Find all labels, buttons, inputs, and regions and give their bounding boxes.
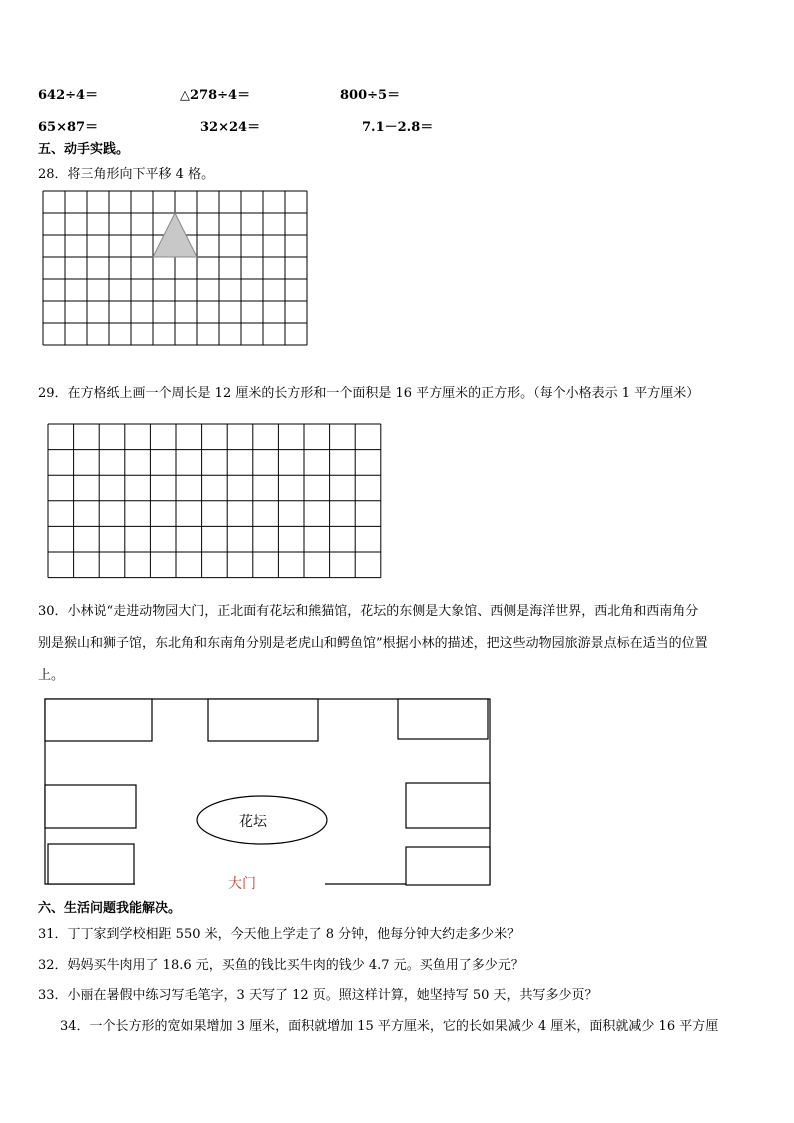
- question-33: 33．小丽在暑假中练习写毛笔字，3 天写了 12 页。照这样计算，她坚持写 50 天，共写多少页？: [38, 988, 598, 1003]
- calc-2-3: 7.1－2.8＝: [362, 120, 434, 135]
- gate-label: 大门: [228, 876, 256, 892]
- zoo-map: [40, 694, 500, 894]
- question-29: 29．在方格纸上画一个周长是 12 厘米的长方形和一个面积是 16 平方厘米的正方形。（每个小格表示 1 平方厘米）: [38, 386, 700, 401]
- box-west: [45, 785, 136, 828]
- grid-q28: [42, 190, 312, 375]
- box-southeast: [406, 847, 490, 885]
- grid-q29: [46, 422, 386, 582]
- question-32: 32．妈妈买牛肉用了 18.6 元，买鱼的钱比买牛肉的钱少 4.7 元。买鱼用了多少元？: [38, 958, 524, 973]
- box-northeast: [398, 699, 488, 739]
- question-31: 31．丁丁家到学校相距 550 米，今天他上学走了 8 分钟，他每分钟大约走多少米？: [38, 927, 521, 942]
- calc-1-3: 800÷5＝: [340, 88, 401, 103]
- box-north: [208, 699, 318, 741]
- question-34: 34．一个长方形的宽如果增加 3 厘米，面积就增加 15 平方厘米，它的长如果减少 4 厘米，面积就减少 16 平方厘: [60, 1019, 719, 1034]
- question-30-line-1: 30．小林说“走进动物园大门，正北面有花坛和熊猫馆，花坛的东侧是大象馆、西侧是海洋世界，西北角和西南角分: [38, 604, 699, 619]
- section-5-title: 五、动手实践。: [38, 142, 130, 157]
- calc-1-1: 642÷4＝: [38, 88, 99, 103]
- question-30-line-2: 别是猴山和狮子馆，东北角和东南角分别是老虎山和鳄鱼馆”根据小林的描述，把这些动物园旅游景点标在适当的位置: [38, 636, 708, 651]
- calc-2-2: 32×24＝: [200, 120, 261, 135]
- calc-1-2: △278÷4＝: [180, 88, 251, 103]
- question-30-line-3: 上。: [38, 668, 65, 683]
- question-28: 28．将三角形向下平移 4 格。: [38, 167, 215, 182]
- box-east: [406, 783, 490, 828]
- box-northwest: [45, 699, 152, 741]
- box-southwest: [48, 844, 134, 884]
- calc-2-1: 65×87＝: [38, 120, 99, 135]
- section-6-title: 六、生活问题我能解决。: [38, 901, 182, 916]
- flowerbed-label: 花坛: [239, 814, 267, 830]
